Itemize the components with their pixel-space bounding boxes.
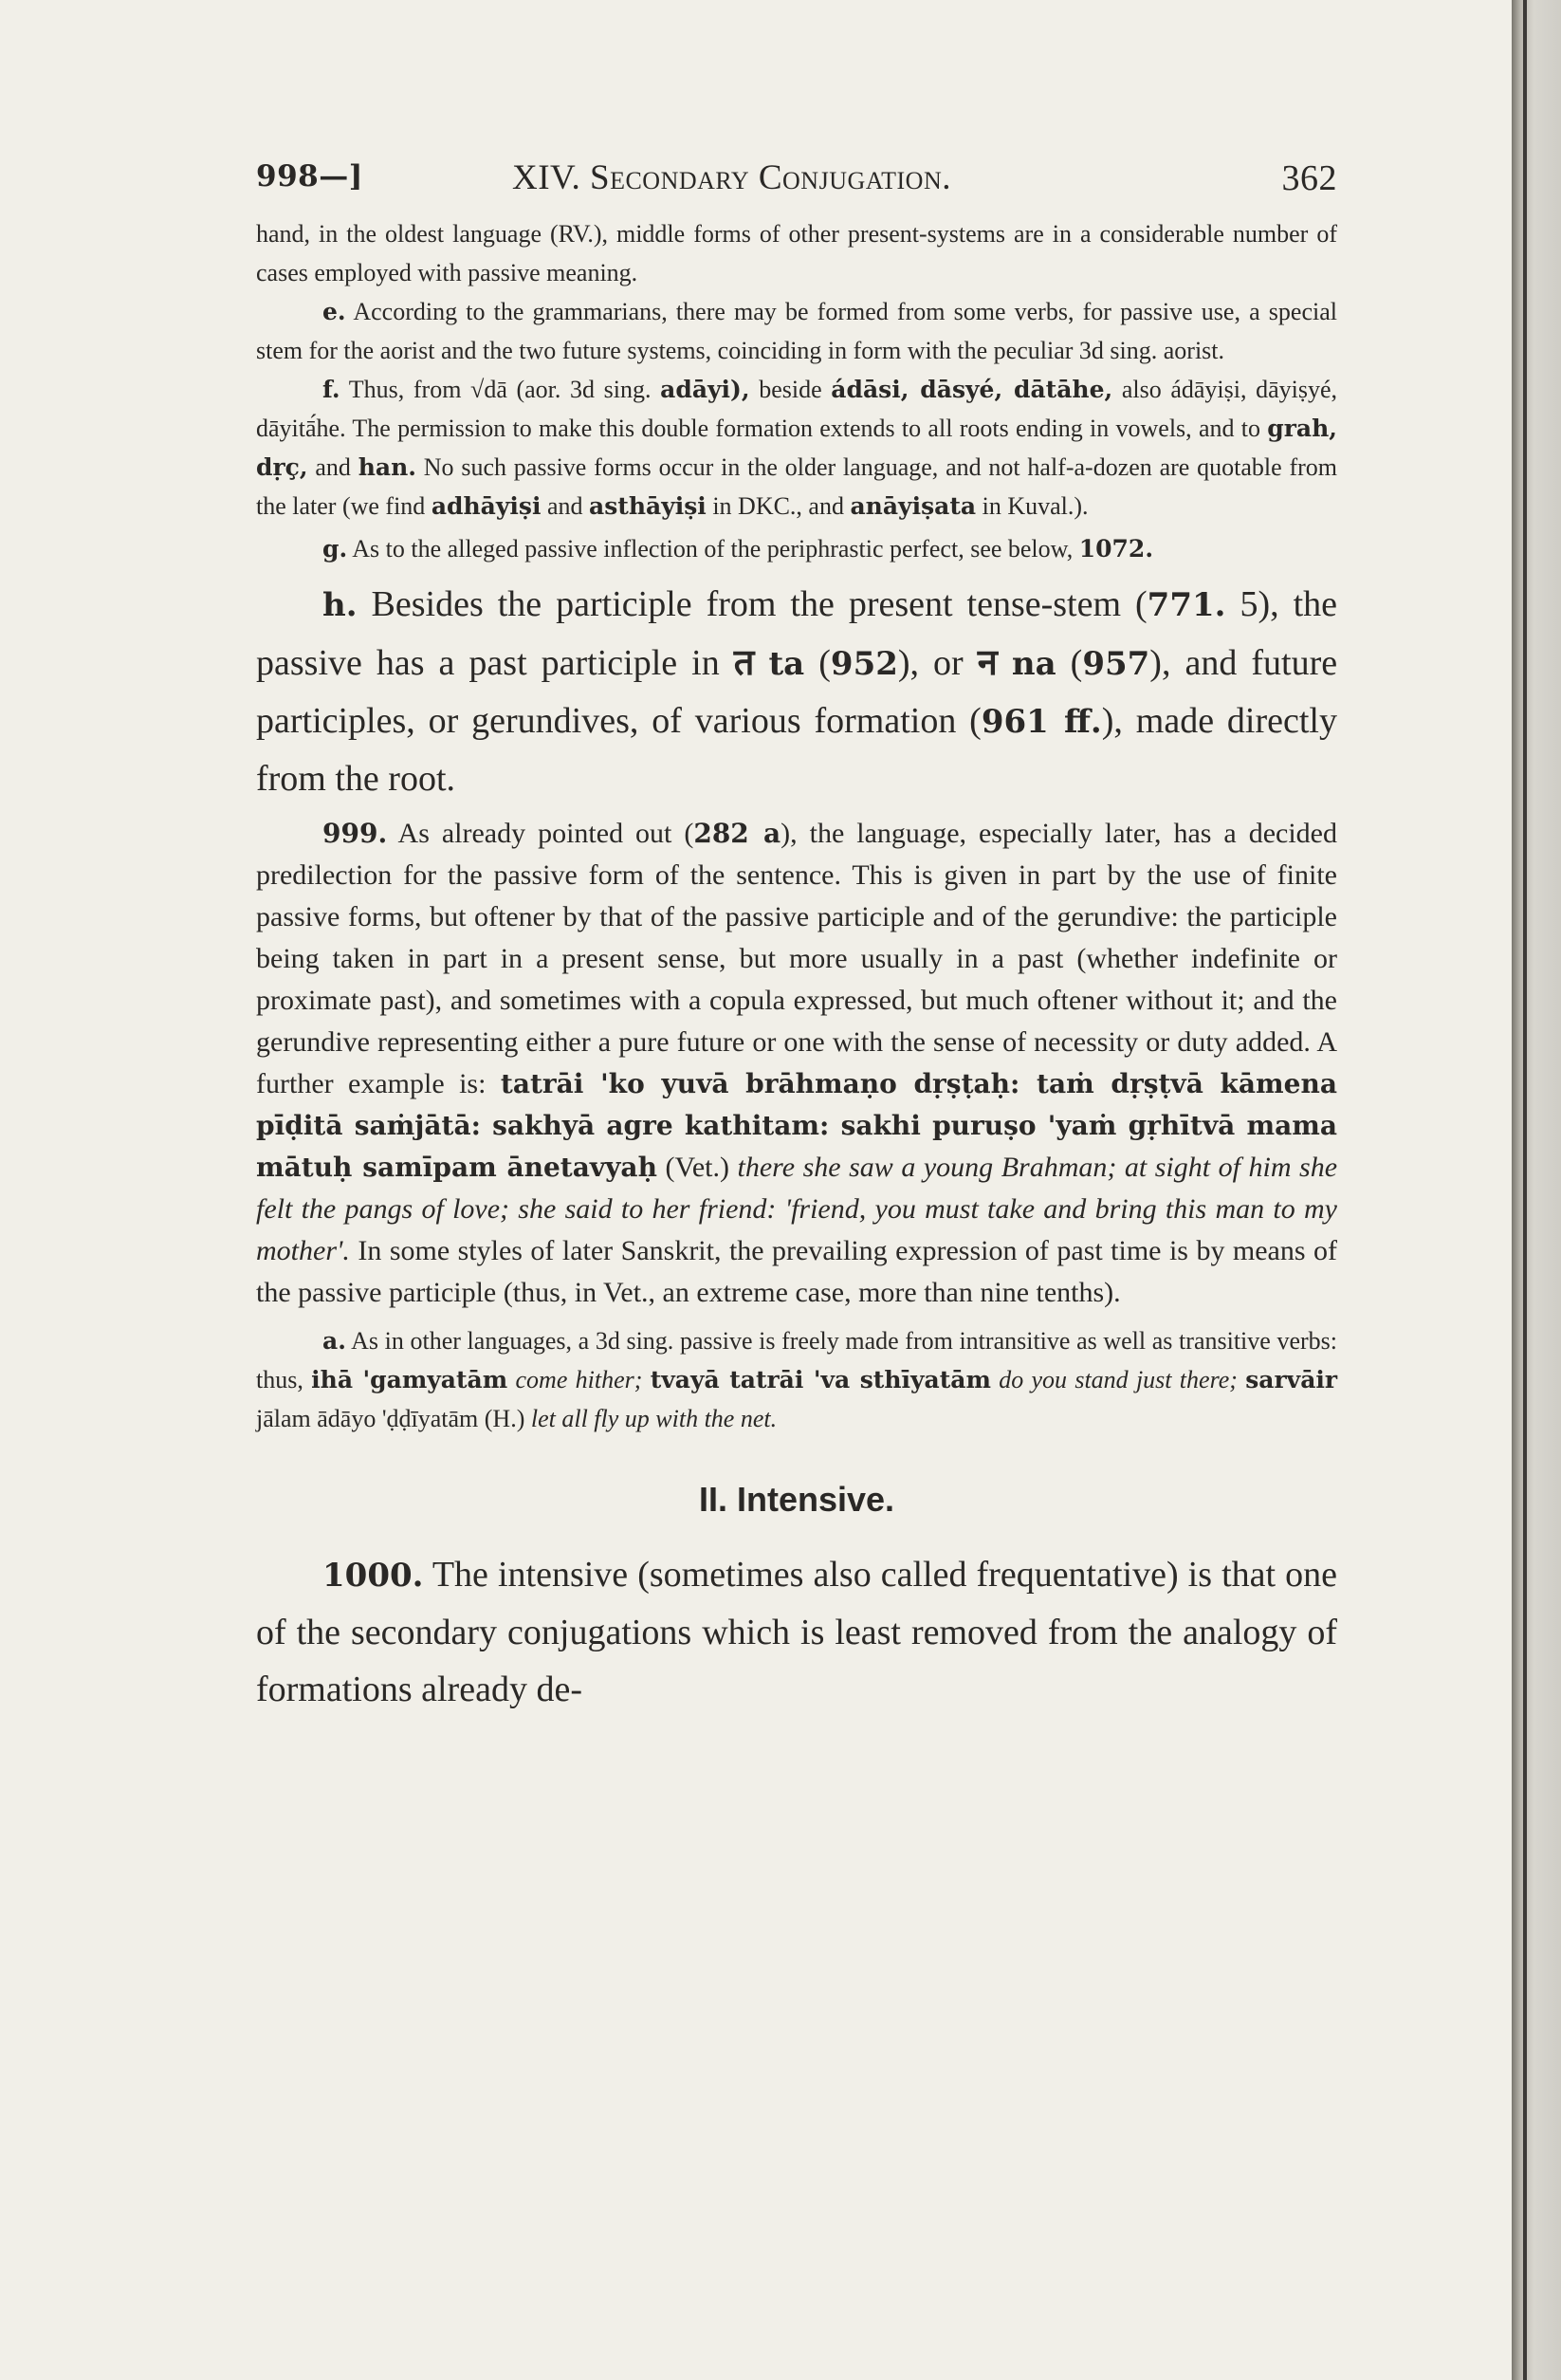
devanagari-ta: त <box>733 641 755 683</box>
page-content <box>256 142 1337 1718</box>
paragraph-h: h. Besides the participle from the present tense-stem (771. 5), the passive has a past participle in त ta (952), or न na (957), and future participles, or gerundives, of various formation (961 ff.), made directly from the root. <box>256 584 1338 799</box>
paragraph-g: g. As to the alleged passive inflection of the periphrastic perfect, see below, 1072. <box>322 535 1154 563</box>
paragraph-1000: 1000. The intensive (sometimes also called frequentative) is that one of the secondary conjugations which is least removed from the analogy of formations already de- <box>256 1555 1337 1709</box>
paragraph-f: f. Thus, from √dā (aor. 3d sing. adāyi), beside ádāsi, dāsyé, dātāhe, also ádāyiṣi, dāyiṣyé, dāyitā́he. The permission to make this double formation extends to all roots ending in vowels, and to grah, dṛç, and han. No such passive forms occur in the older language, and not half-a-dozen are quotable from the later (we find adhāyiṣi and asthāyiṣi in DKC., and anāyiṣata in Kuval.). <box>256 376 1338 520</box>
header-chapter-title: XIV. Secondary Conjugation. <box>512 158 951 197</box>
page-edge-shadow <box>1512 0 1561 2380</box>
translation: there she saw a young Brahman; at sight of him she felt the pangs of love; she said to her friend: 'friend, you must take and bring this man to my mother'. <box>256 1152 1338 1266</box>
section-heading: II. Intensive. <box>698 1480 895 1519</box>
page-edge-stripe <box>1523 0 1527 2380</box>
paragraph-e: e. According to the grammarians, there may be formed from some verbs, for passive use, a special stem for the aorist and the two future systems, coinciding in form with the peculiar 3d sing. aorist. <box>256 298 1337 364</box>
running-header <box>256 142 1337 203</box>
header-section-ref: 998—] <box>256 159 363 194</box>
paragraph-a: a. As in other languages, a 3d sing. passive is freely made from intransitive as well as transitive verbs: thus, ihā 'gamyatām come hither; tvayā tatrāi 'va sthīyatām do you stand just there; sarvāir jālam ādāyo 'ḍḍīyatām (H.) let all fly up with the net. <box>256 1327 1338 1432</box>
sanskrit-example: tatrāi 'ko yuvā brāhmaṇo dṛṣṭaḥ: taṁ dṛṣṭvā kāmena pīḍitā saṁjātā: sakhyā agre kathitam: sakhi puruṣo 'yaṁ gṛhītvā mama mātuḥ samīpam ānetavyaḥ <box>256 1068 1337 1183</box>
paragraph-999: 999. As already pointed out (282 a), the language, especially later, has a decided predilection for the passive form of the sentence. This is given in part by the use of finite passive forms, but oftener by that of the passive participle and of the gerundive: the participle being taken in part in a present sense, but more usually in a past (whether indefinite or proximate past), and sometimes with a copula expressed, but much oftener without it; and the gerundive representing either a pure future or one with the sense of necessity or duty added. A further example is: tatrāi 'ko yuvā brāhmaṇo dṛṣṭaḥ: taṁ dṛṣṭvā kāmena pīḍitā saṁjātā: sakhyā agre kathitam: sakhi puruṣo 'yaṁ gṛhītvā mama mātuḥ samīpam ānetavyaḥ (Vet.) there she saw a young Brahman; at sight of him she felt the pangs of love; she said to her friend: 'friend, you must take and bring this man to my mother'. In some styles of later Sanskrit, the prevailing expression of past time is by means of the passive participle (thus, in Vet., an extreme case, more than nine tenths). <box>256 818 1338 1308</box>
devanagari-na: न <box>977 641 998 683</box>
page-number: 362 <box>1281 158 1337 198</box>
intro-paragraph: hand, in the oldest language (RV.), middle forms of other present-systems are in a considerable number of cases employed with passive meaning. <box>256 220 1337 286</box>
